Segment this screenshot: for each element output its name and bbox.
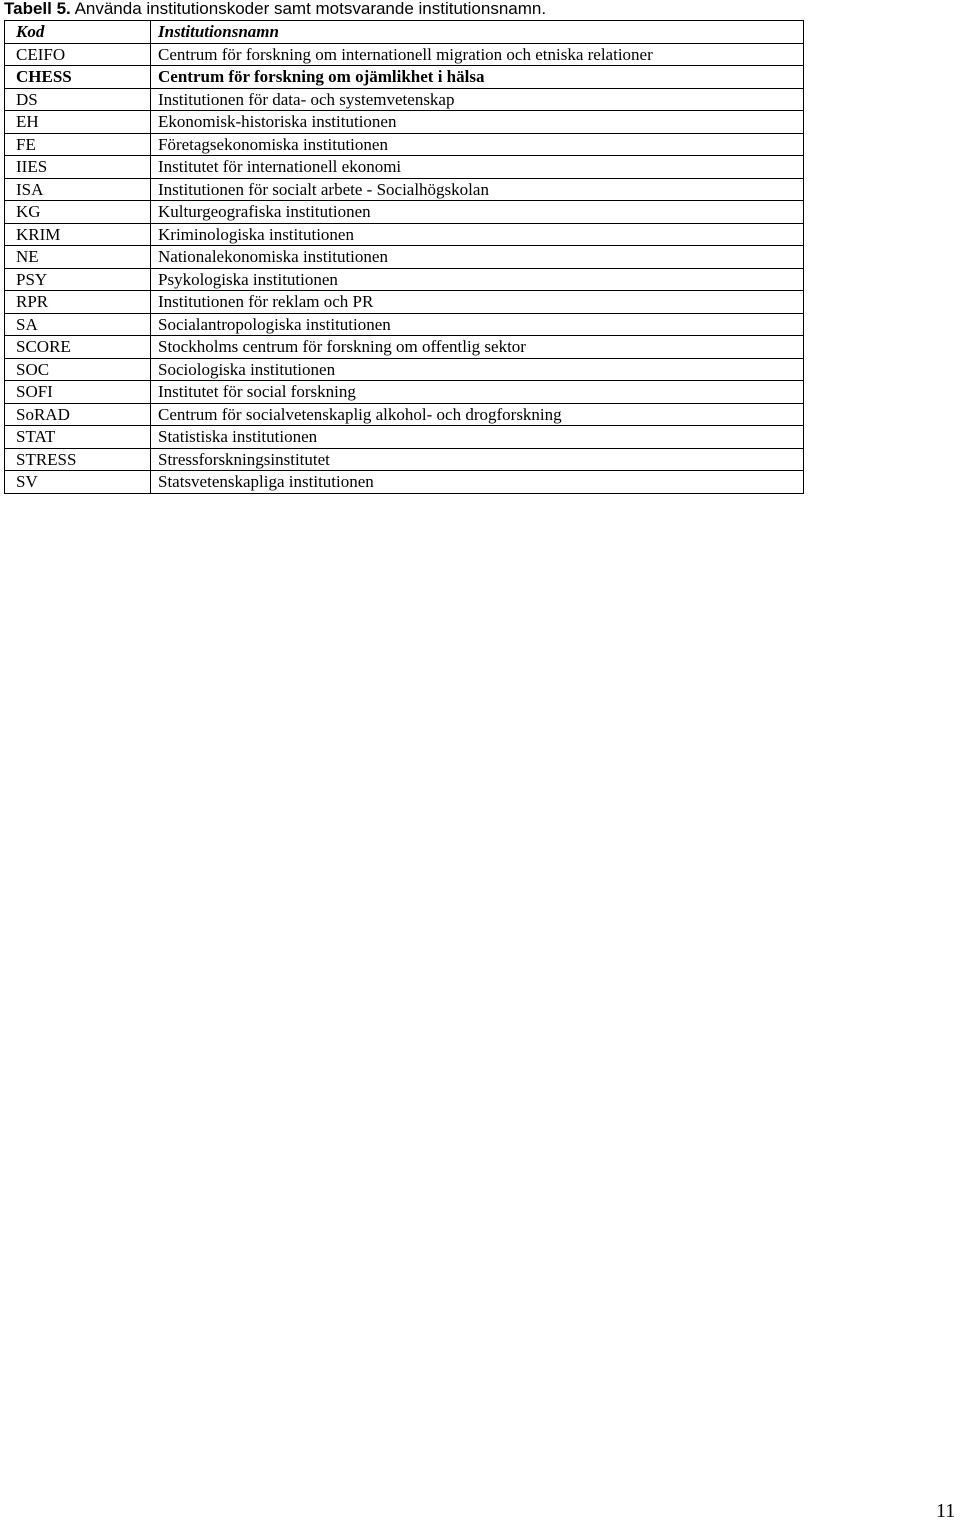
header-institution-name: Institutionsnamn — [151, 21, 804, 44]
institution-name: Centrum för forskning om internationell migration och etniska relationer — [151, 43, 804, 66]
institution-name: Stressforskningsinstitutet — [151, 448, 804, 471]
institution-code: SOC — [5, 358, 151, 381]
table-header-row — [5, 21, 804, 44]
institution-name: Kulturgeografiska institutionen — [151, 201, 804, 224]
institution-code: SCORE — [5, 336, 151, 359]
page-number: 11 — [936, 1500, 956, 1522]
institution-code: SA — [5, 313, 151, 336]
institution-name: Centrum för forskning om ojämlikhet i hälsa — [151, 66, 804, 89]
institution-code: ISA — [5, 178, 151, 201]
institution-code: SV — [5, 471, 151, 494]
table-caption — [4, 0, 546, 18]
institution-code: STRESS — [5, 448, 151, 471]
table-caption-label: Tabell 5. — [4, 0, 71, 18]
institution-name: Ekonomisk-historiska institutionen — [151, 111, 804, 134]
table-row — [5, 381, 804, 404]
table-row — [5, 471, 804, 494]
table-row — [5, 156, 804, 179]
table-row — [5, 336, 804, 359]
institution-code: DS — [5, 88, 151, 111]
institution-code: CHESS — [5, 66, 151, 89]
table-row — [5, 43, 804, 66]
table-row — [5, 111, 804, 134]
table-row — [5, 358, 804, 381]
institution-code: CEIFO — [5, 43, 151, 66]
institution-code: SOFI — [5, 381, 151, 404]
institution-code: KRIM — [5, 223, 151, 246]
institution-code: SoRAD — [5, 403, 151, 426]
table-row — [5, 426, 804, 449]
institution-name: Socialantropologiska institutionen — [151, 313, 804, 336]
table-row — [5, 88, 804, 111]
institution-name: Institutet för social forskning — [151, 381, 804, 404]
table-row — [5, 201, 804, 224]
table-body — [5, 43, 804, 493]
header-code: Kod — [5, 21, 151, 44]
institution-name: Statistiska institutionen — [151, 426, 804, 449]
institution-code: EH — [5, 111, 151, 134]
institution-name: Statsvetenskapliga institutionen — [151, 471, 804, 494]
table-row — [5, 403, 804, 426]
institution-code: FE — [5, 133, 151, 156]
table-row — [5, 268, 804, 291]
institution-name: Nationalekonomiska institutionen — [151, 246, 804, 269]
table-row — [5, 66, 804, 89]
institution-codes-table — [4, 20, 804, 494]
table-row — [5, 291, 804, 314]
institution-name: Stockholms centrum för forskning om offentlig sektor — [151, 336, 804, 359]
institution-name: Institutionen för data- och systemvetenskap — [151, 88, 804, 111]
institution-code: IIES — [5, 156, 151, 179]
table-row — [5, 133, 804, 156]
institution-name: Institutet för internationell ekonomi — [151, 156, 804, 179]
table-row — [5, 246, 804, 269]
institution-name: Centrum för socialvetenskaplig alkohol- och drogforskning — [151, 403, 804, 426]
table-caption-text: Använda institutionskoder samt motsvarande institutionsnamn. — [74, 0, 547, 18]
table-row — [5, 223, 804, 246]
institution-name: Kriminologiska institutionen — [151, 223, 804, 246]
table-row — [5, 178, 804, 201]
institution-code: NE — [5, 246, 151, 269]
institution-code: PSY — [5, 268, 151, 291]
institution-name: Företagsekonomiska institutionen — [151, 133, 804, 156]
institution-name: Institutionen för socialt arbete - Socialhögskolan — [151, 178, 804, 201]
table-row — [5, 313, 804, 336]
institution-code: KG — [5, 201, 151, 224]
institution-code: STAT — [5, 426, 151, 449]
table-row — [5, 448, 804, 471]
institution-name: Institutionen för reklam och PR — [151, 291, 804, 314]
institution-name: Psykologiska institutionen — [151, 268, 804, 291]
institution-code: RPR — [5, 291, 151, 314]
institution-name: Sociologiska institutionen — [151, 358, 804, 381]
